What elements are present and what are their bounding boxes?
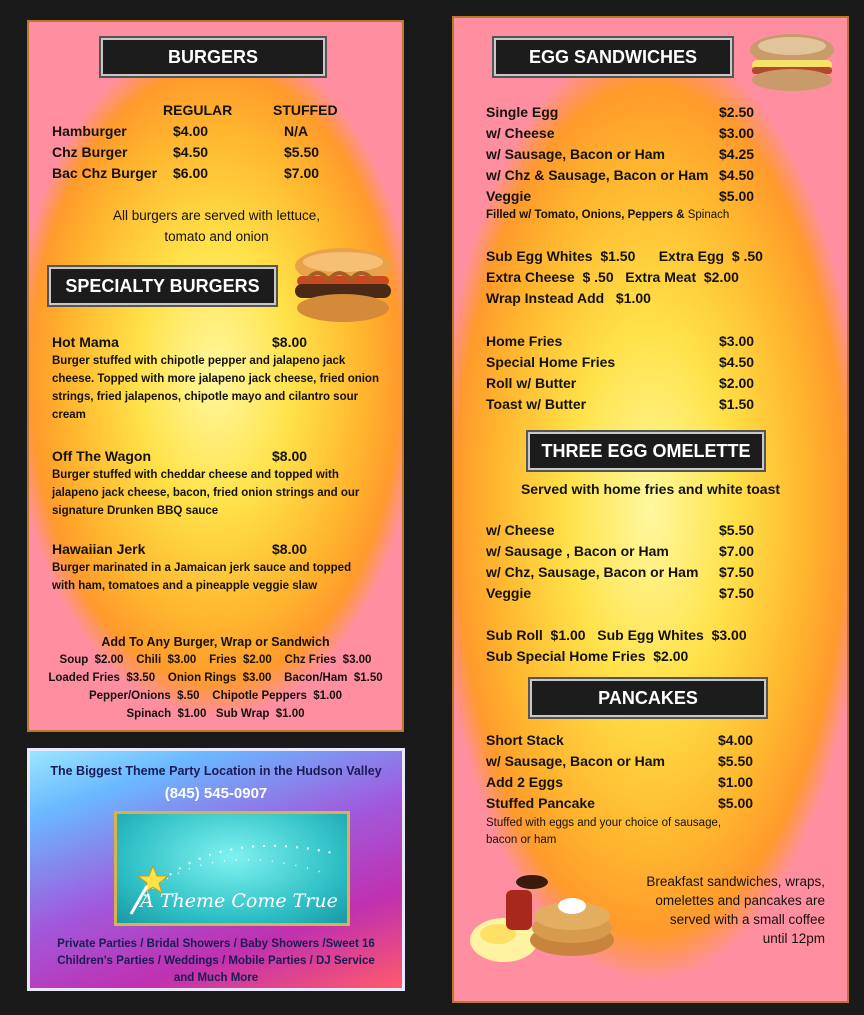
party-ad-panel — [27, 748, 405, 991]
side-row-price: $1.50 — [719, 396, 755, 412]
ad-footer: Private Parties / Bridal Showers / Baby Showers /Sweet 16 — [57, 938, 375, 950]
side-row-name: Roll w/ Butter — [486, 375, 577, 391]
specialty-item-name: Hot Mama — [52, 334, 119, 350]
egg-extras-line: Extra Cheese $ .50 Extra Meat $2.00 — [486, 269, 739, 285]
egg-extras-line: Wrap Instead Add $1.00 — [486, 290, 651, 306]
egg-sandwiches-header: EGG SANDWICHES — [492, 36, 734, 78]
omelette-extras-line: Sub Roll $1.00 Sub Egg Whites $3.00 — [486, 627, 747, 643]
veggie-note — [486, 209, 729, 221]
pancake-row-name: Short Stack — [486, 732, 564, 748]
egg-extras-line: Sub Egg Whites $1.50 Extra Egg $ .50 — [486, 248, 763, 264]
side-row-price: $2.00 — [719, 375, 755, 391]
omelette-row-price: $7.00 — [719, 543, 755, 559]
pancakes-header: PANCAKES — [528, 677, 768, 719]
ad-headline: The Biggest Theme Party Location in the Hudson Valley — [50, 764, 382, 778]
omelette-row-name: w/ Sausage , Bacon or Ham — [486, 543, 669, 559]
omelette-row-name: Veggie — [486, 585, 532, 601]
omelette-row-name: w/ Cheese — [486, 522, 555, 538]
egg-row-name: w/ Chz & Sausage, Bacon or Ham — [486, 167, 709, 183]
specialty-item-name: Hawaiian Jerk — [52, 541, 146, 557]
specialty-item-name: Off The Wagon — [52, 448, 152, 464]
burgers-note: tomato and onion — [164, 229, 269, 244]
egg-row-price: $2.50 — [719, 104, 755, 120]
pancake-breakfast-photo — [468, 870, 618, 970]
pancake-row-name: Add 2 Eggs — [486, 774, 564, 790]
side-row-name: Home Fries — [486, 333, 563, 349]
left-menu-panel — [27, 20, 404, 732]
ad-footer: Children's Parties / Weddings / Mobile Parties / DJ Service — [57, 955, 375, 967]
egg-row-name: Veggie — [486, 188, 532, 204]
pancakes-footer: Breakfast sandwiches, wraps, — [646, 874, 825, 889]
pancakes-footer: omelettes and pancakes are — [655, 893, 825, 908]
burger-row-name: Hamburger — [52, 123, 127, 139]
ad-logo — [114, 811, 350, 926]
pancake-row-price: $4.00 — [718, 732, 754, 748]
pancake-row-price: $1.00 — [718, 774, 754, 790]
side-row-name: Special Home Fries — [486, 354, 616, 370]
burger-row-regular: $4.50 — [173, 144, 209, 160]
addons-line: Soup $2.00 Chili $3.00 Fries $2.00 Chz Fries $3.00 — [59, 654, 372, 666]
burger-row-name: Bac Chz Burger — [52, 165, 158, 181]
pancakes-footer: until 12pm — [762, 931, 825, 946]
bagel-sandwich-photo — [746, 30, 838, 94]
burger-row-stuffed: $7.00 — [284, 165, 320, 181]
side-row-price: $3.00 — [719, 333, 755, 349]
egg-row-name: w/ Sausage, Bacon or Ham — [486, 146, 665, 162]
stuffed-pancake-note: bacon or ham — [486, 834, 557, 846]
right-menu-panel — [452, 16, 849, 1003]
omelette-row-price: $7.50 — [719, 585, 755, 601]
omelette-row-price: $5.50 — [719, 522, 755, 538]
omelette-row-price: $7.50 — [719, 564, 755, 580]
burger-row-name: Chz Burger — [52, 144, 128, 160]
stuffed-pancake-note: Stuffed with eggs and your choice of sausage, — [486, 817, 722, 829]
omelette-subtitle: Served with home fries and white toast — [520, 481, 781, 497]
specialty-item-desc: Burger stuffed with cheddar cheese and topped with jalapeno jack cheese, bacon, fried onion strings and our signature Drunken BBQ sauce — [52, 469, 360, 517]
burgers-note: All burgers are served with lettuce, — [112, 208, 321, 223]
pancake-row-price: $5.50 — [718, 753, 754, 769]
egg-row-price: $3.00 — [719, 125, 755, 141]
pancake-row-price: $5.00 — [718, 795, 754, 811]
egg-row-price: $4.50 — [719, 167, 755, 183]
pancake-row-name: w/ Sausage, Bacon or Ham — [486, 753, 665, 769]
burger-photo — [287, 244, 399, 328]
specialty-burgers-header: SPECIALTY BURGERS — [47, 265, 278, 307]
ad-footer: and Much More — [173, 972, 259, 984]
egg-row-name: w/ Cheese — [486, 125, 555, 141]
addons-line: Loaded Fries $3.50 Onion Rings $3.00 Bacon/Ham $1.50 — [48, 672, 383, 684]
burger-row-regular: $4.00 — [173, 123, 209, 139]
egg-row-price: $4.25 — [719, 146, 755, 162]
ad-phone: (845) 545-0907 — [164, 785, 268, 802]
addons-line: Pepper/Onions $.50 Chipotle Peppers $1.00 — [88, 690, 343, 702]
omelette-header: THREE EGG OMELETTE — [526, 430, 766, 472]
burgers-header: BURGERS — [99, 36, 327, 78]
burgers-col-regular: REGULAR — [163, 102, 233, 118]
pancake-row-name: Stuffed Pancake — [486, 795, 595, 811]
specialty-item-desc: Burger marinated in a Jamaican jerk sauce and topped with ham, tomatoes and a pineapple veggie slaw — [52, 562, 352, 592]
addons-line: Spinach $1.00 Sub Wrap $1.00 — [126, 708, 305, 720]
egg-row-price: $5.00 — [719, 188, 755, 204]
veggie-note-spinach: Spinach — [687, 209, 730, 221]
burger-row-stuffed: $5.50 — [284, 144, 320, 160]
pancakes-footer: served with a small coffee — [669, 912, 825, 927]
omelette-extras-line: Sub Special Home Fries $2.00 — [486, 648, 689, 664]
specialty-item-desc: Burger stuffed with chipotle pepper and jalapeno jack cheese. Topped with more jalapeno jack cheese, fried onion strings, fried jalapenos, chipotle mayo and cilantro sour cream — [52, 355, 379, 421]
specialty-item-price: $8.00 — [272, 334, 308, 350]
veggie-note-main: Filled w/ Tomato, Onions, Peppers & — [486, 209, 685, 221]
side-row-price: $4.50 — [719, 354, 755, 370]
specialty-item-price: $8.00 — [272, 448, 308, 464]
burgers-col-stuffed: STUFFED — [273, 102, 338, 118]
side-row-name: Toast w/ Butter — [486, 396, 587, 412]
omelette-row-name: w/ Chz, Sausage, Bacon or Ham — [486, 564, 699, 580]
ad-logo-text: A Theme Come True — [140, 890, 338, 912]
egg-row-name: Single Egg — [486, 104, 559, 120]
burger-row-stuffed: N/A — [284, 123, 309, 139]
addons-title: Add To Any Burger, Wrap or Sandwich — [101, 635, 330, 649]
burger-row-regular: $6.00 — [173, 165, 209, 181]
specialty-item-price: $8.00 — [272, 541, 308, 557]
